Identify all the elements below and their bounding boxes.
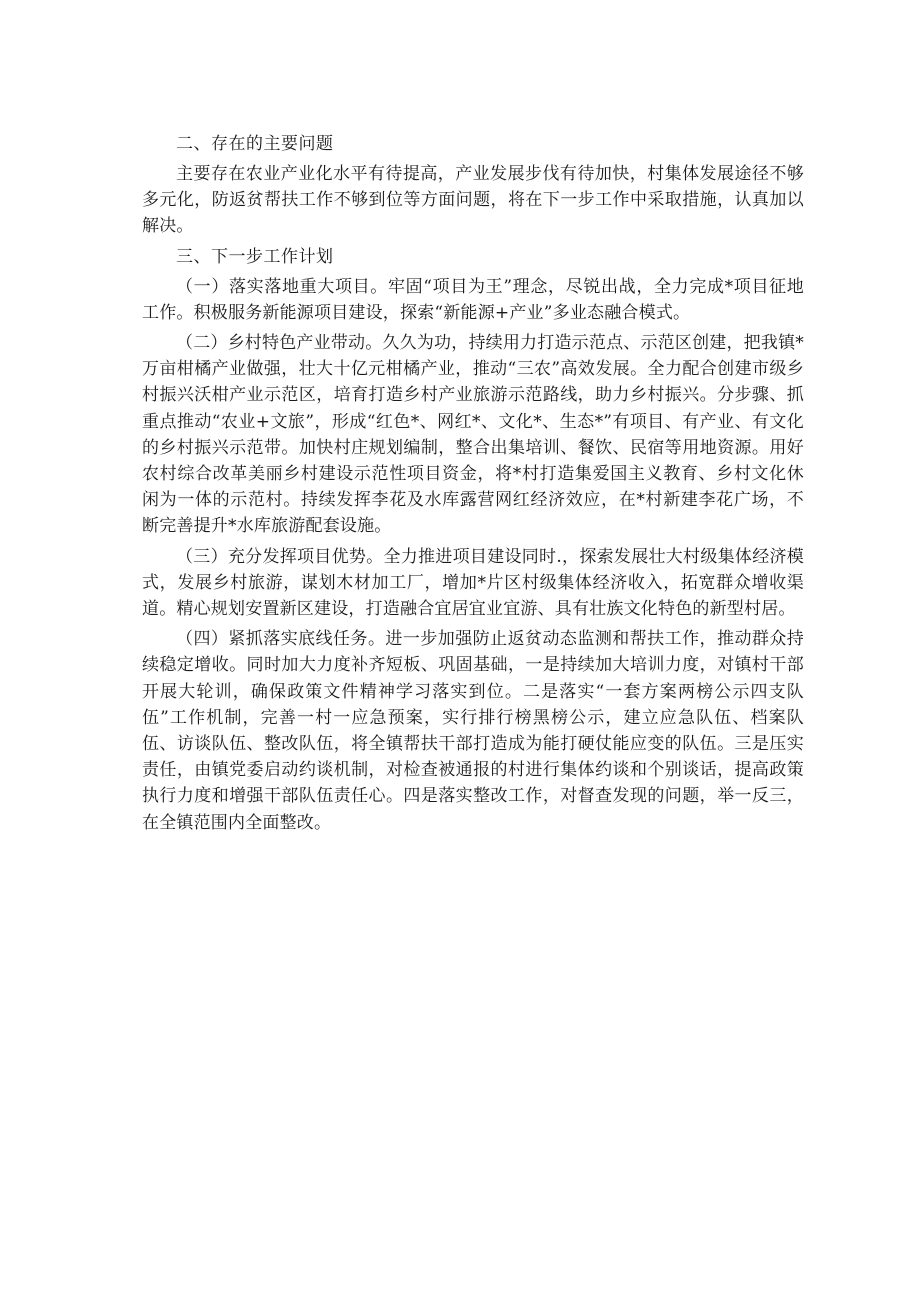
section-heading-next-plan: 三、下一步工作计划 [176, 246, 334, 267]
paragraph-plan-item-4: （四）紧抓落实底线任务。进一步加强防止返贫动态监测和帮扶工作，推动群众持续稳定增收。同时加大力度补齐短板、巩固基础，一是持续加大培训力度，对镇村干部开展大轮训，确保政策文件精神学习落实到位。二是落实“一套方案两榜公示四支队伍”工作机制，完善一村一应急预案，实行排行榜黑榜公示，建立应急队伍、档案队伍、访谈队伍、整改队伍，将全镇帮扶干部打造成为能打硬仗能应变的队伍。三是压实责任，由镇党委启动约谈机制，对检查被通报的村进行集体约谈和个别谈话，提高政策执行力度和增强干部队伍责任心。四是落实整改工作，对督查发现的问题，举一反三，在全镇范围内全面整改。 [142, 629, 804, 833]
paragraph-problems: 主要存在农业产业化水平有待提高，产业发展步伐有待加快，村集体发展途径不够多元化，防返贫帮扶工作不够到位等方面问题，将在下一步工作中采取措施，认真加以解决。 [142, 164, 804, 237]
document-body [142, 131, 804, 836]
paragraph-plan-item-3: （三）充分发挥项目优势。全力推进项目建设同时.，探索发展壮大村级集体经济模式，发展乡村旅游，谋划木材加工厂，增加*片区村级集体经济收入，拓宽群众增收渠道。精心规划安置新区建设，打造融合宜居宜业宜游、具有壮族文化特色的新型村居。 [142, 546, 804, 620]
section-problems [142, 131, 804, 240]
section-next-plan [142, 244, 804, 836]
paragraph-plan-item-2: （二）乡村特色产业带动。久久为功，持续用力打造示范点、示范区创建，把我镇*万亩柑橘产业做强，壮大十亿元柑橘产业，推动“三农”高效发展。全力配合创建市级乡村振兴沃柑产业示范区，培育打造乡村产业旅游示范路线，助力乡村振兴。分步骤、抓重点推动“农业+文旅”，形成“红色*、网红*、文化*、生态*”有项目、有产业、有文化的乡村振兴示范带。加快村庄规划编制，整合出集培训、餐饮、民宿等用地资源。用好农村综合改革美丽乡村建设示范性项目资金，将*村打造集爱国主义教育、乡村文化休闲为一体的示范村。持续发挥李花及水库露营网红经济效应，在*村新建李花广场，不断完善提升*水库旅游配套设施。 [142, 333, 804, 537]
paragraph-plan-item-1: （一）落实落地重大项目。牢固“项目为王”理念，尽锐出战，全力完成*项目征地工作。积极服务新能源项目建设，探索“新能源+产业”多业态融合模式。 [142, 276, 804, 323]
section-heading-problems: 二、存在的主要问题 [176, 134, 334, 154]
